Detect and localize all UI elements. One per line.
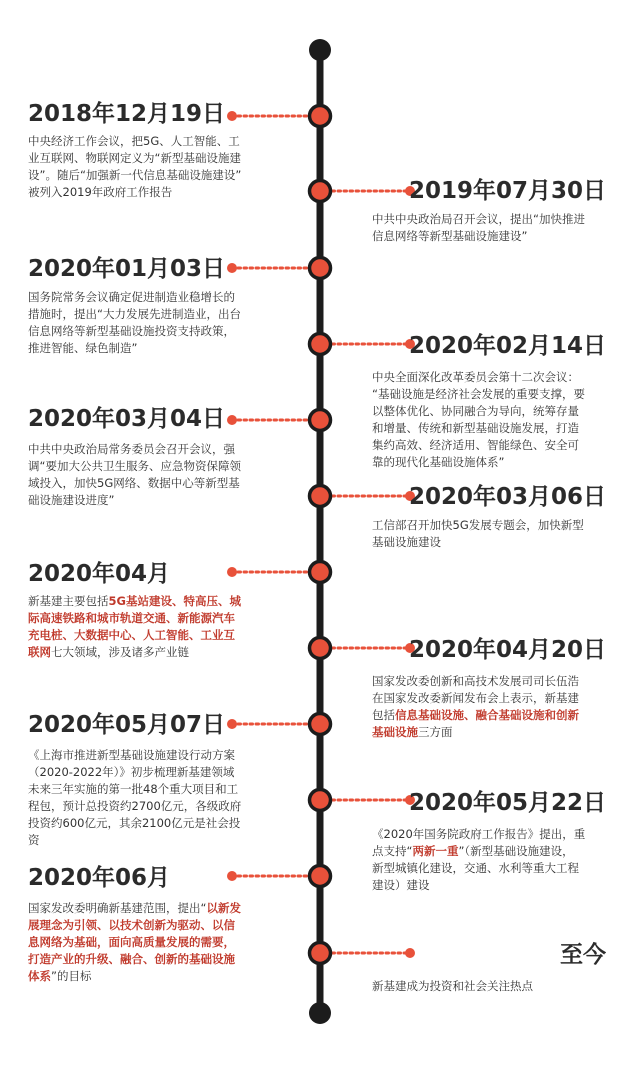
description-line [28,441,241,458]
description-text: 新基建成为投资和社会关注热点 [372,979,533,993]
event-description [28,747,241,849]
description-line [28,492,241,509]
event-date: 2020年04月20日 [408,637,606,663]
description-text: 《2020年国务院政府工作报告》提出，重 [372,827,586,841]
description-line [28,150,241,167]
timeline-node [310,106,331,127]
connector-end-dot [227,111,237,121]
description-line [28,747,241,764]
description-text: 设”。随后“加强新一代信息基础设施建设” [28,168,242,182]
highlighted-text: 两新一重 [412,844,459,858]
description-line [372,877,585,894]
description-text: 信息网络等新型基础设施建设” [372,229,528,243]
description-text: 和增量、传统和新型基础设施发展，打造 [372,421,579,435]
timeline-node [310,943,331,964]
description-text: 域投入，加快5G网络、数据中心等新型基 [28,476,240,490]
description-line [372,454,585,471]
description-line [372,403,585,420]
timeline-node [310,638,331,659]
highlighted-text: 打造产业的升级、融合、创新的基础设施 [28,952,235,966]
highlighted-text: 际高速铁路和城市轨道交通、新能源汽车 [28,611,235,625]
description-text: 础设施建设进度” [28,493,115,507]
description-text: 包括 [372,708,395,722]
description-line [372,724,579,741]
event-description [28,133,241,201]
description-line [372,437,585,454]
description-text: （2020-2022年）》初步梳理新基建领域 [28,765,235,779]
description-text: ”的目标 [51,969,92,983]
description-text: 工信部召开加快5G发展专题会，加快新型 [372,518,584,532]
highlighted-text: 5G基站建设、特高压、城 [108,594,241,608]
event-description [372,826,585,894]
description-text: 国家发改委创新和高技术发展司司长伍浩 [372,674,579,688]
description-line [28,593,241,610]
description-line [372,420,585,437]
description-line [372,978,533,995]
timeline-node [310,866,331,887]
description-line [372,843,585,860]
description-line [28,610,241,627]
description-line [372,673,579,690]
description-line [28,644,241,661]
description-text: 调“要加大公共卫生服务、应急物资保障领 [28,459,241,473]
description-text: 投资约600亿元，其余2100亿元是社会投 [28,816,241,830]
description-text: 建设）建设 [372,878,430,892]
description-text: 中央全面深化改革委员会第十二次会议： [372,370,579,384]
event-description [372,369,585,471]
timeline-node [310,486,331,507]
description-line [28,934,241,951]
description-line [372,386,585,403]
event-description [372,211,585,245]
description-text: 中共中央政治局常务委员会召开会议，强 [28,442,235,456]
description-text: 新基建主要包括 [28,594,109,608]
connector-end-dot [227,567,237,577]
event-date: 2020年06月 [28,865,171,891]
description-text: 靠的现代化基础设施体系” [372,455,505,469]
description-text: “基础设施是经济社会发展的重要支撑，要 [372,387,585,401]
highlighted-text: 基础设施 [372,725,418,739]
description-line [28,167,241,184]
event-date: 至今 [560,942,606,968]
description-text: 程包，预计总投资约2700亿元，各级政府 [28,799,242,813]
timeline-node [310,562,331,583]
description-text: 在国家发改委新闻发布会上表示，新基建 [372,691,579,705]
timeline-node [310,714,331,735]
event-description [28,441,241,509]
event-date: 2020年03月06日 [408,484,606,510]
event-date: 2020年04月 [28,561,171,587]
description-text: 以整体优化、协同融合为导向，统筹存量 [372,404,579,418]
highlighted-text: 信息基础设施、融合基础设施和创新 [395,708,579,722]
description-line [372,860,585,877]
description-text: 中央经济工作会议，把5G、人工智能、工 [28,134,240,148]
description-text: 国家发改委明确新基建范围，提出“ [28,901,207,915]
description-text: 基础设施建设 [372,535,441,549]
event-date: 2019年07月30日 [408,178,606,204]
description-line [28,917,241,934]
description-text: 新型城镇化建设，交通、水利等重大工程 [372,861,579,875]
description-line [28,968,241,985]
description-line [28,458,241,475]
description-text: 被列入2019年政府工作报告 [28,185,173,199]
event-description [372,978,533,995]
timeline-end-cap [309,1002,331,1024]
description-line [28,900,241,917]
description-text: 措施时，提出“大力发展先进制造业，出台 [28,307,241,321]
description-line [28,475,241,492]
event-date: 2020年05月22日 [408,790,606,816]
connector-end-dot [227,871,237,881]
description-text: 点支持“ [372,844,413,858]
description-line [28,133,241,150]
description-line [372,826,585,843]
description-line [372,690,579,707]
description-text: 信息网络等新型基础设施投资支持政策， [28,324,235,338]
description-line [28,289,241,306]
description-line [28,306,241,323]
event-description [28,593,241,661]
highlighted-text: 体系 [28,969,51,983]
connector-end-dot [227,415,237,425]
event-description [28,289,241,357]
timeline-node [310,334,331,355]
description-line [28,798,241,815]
description-line [28,951,241,968]
description-text: 集约高效、经济适用、智能绿色、安全可 [372,438,579,452]
connector-end-dot [227,263,237,273]
event-date: 2020年03月04日 [28,406,226,432]
connector-end-dot [405,948,415,958]
description-line [372,517,584,534]
description-line [372,211,585,228]
description-line [372,369,585,386]
timeline-node [310,258,331,279]
description-text: 《上海市推进新型基础设施建设行动方案 [28,748,235,762]
description-text: 中共中央政治局召开会议，提出“加快推进 [372,212,585,226]
description-text: 七大领域，涉及诸多产业链 [51,645,189,659]
description-line [28,815,241,832]
description-line [372,534,584,551]
highlighted-text: 息网络为基础，面向高质量发展的需要， [28,935,235,949]
highlighted-text: 联网 [28,645,51,659]
description-text: 推进智能、绿色制造” [28,341,138,355]
event-date: 2020年01月03日 [28,256,226,282]
event-description [28,900,241,985]
description-text: 资 [28,833,40,847]
connector-end-dot [227,719,237,729]
description-line [28,781,241,798]
description-line [28,627,241,644]
description-line [28,323,241,340]
description-line [28,832,241,849]
event-description [372,517,584,551]
timeline-node [310,181,331,202]
timeline-node [310,410,331,431]
highlighted-text: 展理念为引领、以技术创新为驱动、以信 [28,918,235,932]
description-line [28,764,241,781]
description-line [372,707,579,724]
description-line [28,340,241,357]
description-text: 国务院常务会议确定促进制造业稳增长的 [28,290,235,304]
timeline-start-cap [309,39,331,61]
description-text: 三方面 [418,725,453,739]
highlighted-text: 充电桩、大数据中心、人工智能、工业互 [28,628,235,642]
description-line [28,184,241,201]
description-text: 未来三年实施的第一批48个重大项目和工 [28,782,239,796]
highlighted-text: 以新发 [206,901,241,915]
description-text: 业互联网、物联网定义为“新型基础设施建 [28,151,241,165]
description-line [372,228,585,245]
event-date: 2020年02月14日 [408,333,606,359]
event-description [372,673,579,741]
event-date: 2020年05月07日 [28,712,226,738]
event-date: 2018年12月19日 [28,101,226,127]
description-text: ”（新型基础设施建设， [458,844,574,858]
timeline-node [310,790,331,811]
